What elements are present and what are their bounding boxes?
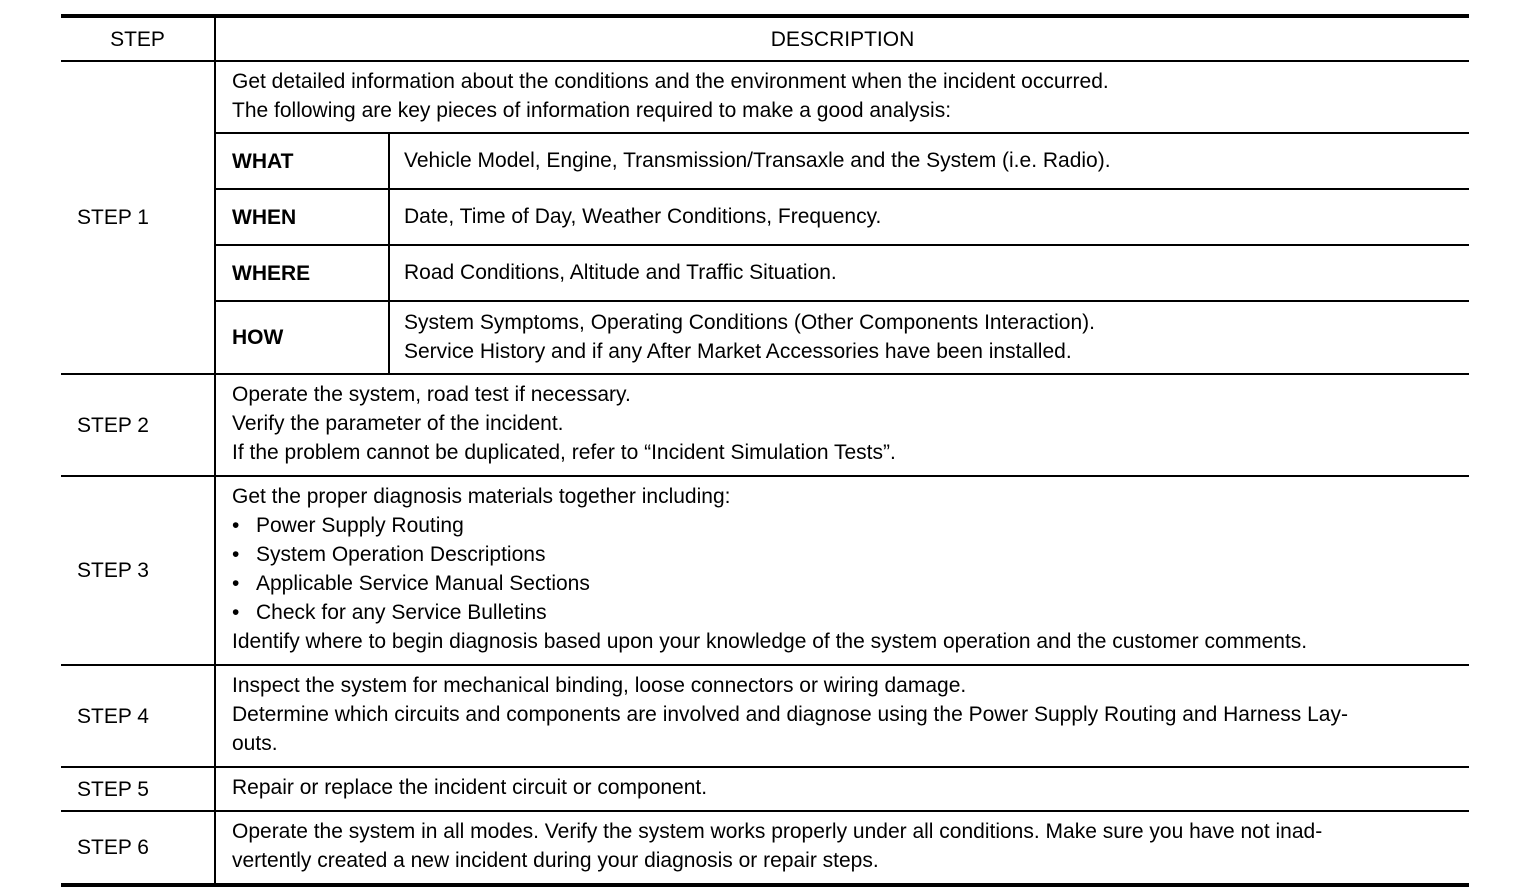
info-row-what <box>216 133 1469 189</box>
step-row-5 <box>61 767 1469 811</box>
bullet-item <box>232 540 1455 569</box>
info-key: WHAT <box>216 133 389 189</box>
step-5-description <box>215 767 1469 811</box>
bullet-text: Check for any Service Bulletins <box>256 601 547 624</box>
step-3-description <box>215 476 1469 665</box>
info-row-where <box>216 245 1469 301</box>
description-line: outs. <box>232 732 278 755</box>
description-line: vertently created a new incident during your diagnosis or repair steps. <box>232 849 879 872</box>
info-value <box>389 245 1469 301</box>
bullet-text: Applicable Service Manual Sections <box>256 572 590 595</box>
info-line: Date, Time of Day, Weather Conditions, Frequency. <box>404 205 882 228</box>
description-line: Operate the system in all modes. Verify the system works properly under all conditions. Make sure you have not inad- <box>232 820 1323 843</box>
step-2-description <box>215 374 1469 476</box>
bullet-text: Power Supply Routing <box>256 514 464 537</box>
info-key: WHEN <box>216 189 389 245</box>
step-row-1 <box>61 61 1469 374</box>
bullet-icon: • <box>232 514 240 537</box>
bullet-icon: • <box>232 601 240 624</box>
bullet-text: System Operation Descriptions <box>256 543 546 566</box>
step-1-intro <box>216 62 1469 133</box>
info-line: System Symptoms, Operating Conditions (Other Components Interaction). <box>404 311 1095 334</box>
bullet-item <box>232 511 1455 540</box>
bullet-item <box>232 598 1455 627</box>
step-row-4 <box>61 665 1469 767</box>
step-label: STEP 2 <box>61 374 215 476</box>
step-row-2 <box>61 374 1469 476</box>
step-label: STEP 1 <box>61 61 215 374</box>
info-row-how <box>216 301 1469 373</box>
description-line: Get the proper diagnosis materials together including: <box>232 485 731 508</box>
intro-line: The following are key pieces of information required to make a good analysis: <box>232 99 952 122</box>
step-6-description <box>215 811 1469 885</box>
description-line: Operate the system, road test if necessary. <box>232 383 631 406</box>
description-line: Verify the parameter of the incident. <box>232 412 564 435</box>
step-label: STEP 6 <box>61 811 215 885</box>
info-line: Road Conditions, Altitude and Traffic Situation. <box>404 261 837 284</box>
description-line: Determine which circuits and components are involved and diagnose using the Power Supply Routing and Harness Lay- <box>232 703 1348 726</box>
header-step: STEP <box>61 16 215 61</box>
intro-line: Get detailed information about the conditions and the environment when the incident occurred. <box>232 70 1109 93</box>
diagnosis-steps-page <box>61 14 1469 887</box>
step-row-6 <box>61 811 1469 885</box>
bullet-item <box>232 569 1455 598</box>
description-line: Inspect the system for mechanical binding, loose connectors or wiring damage. <box>232 674 967 697</box>
bullet-icon: • <box>232 572 240 595</box>
description-line: Repair or replace the incident circuit or component. <box>232 776 708 799</box>
info-value <box>389 189 1469 245</box>
info-line: Service History and if any After Market Accessories have been installed. <box>404 340 1072 363</box>
info-key: HOW <box>216 301 389 373</box>
table-header-row <box>61 16 1469 61</box>
step-row-3 <box>61 476 1469 665</box>
description-line: If the problem cannot be duplicated, refer to “Incident Simulation Tests”. <box>232 441 896 464</box>
step-label: STEP 5 <box>61 767 215 811</box>
info-table <box>216 62 1469 373</box>
info-key: WHERE <box>216 245 389 301</box>
bullet-icon: • <box>232 543 240 566</box>
info-value <box>389 301 1469 373</box>
step-1-description <box>215 61 1469 374</box>
header-description: DESCRIPTION <box>215 16 1469 61</box>
step-4-description <box>215 665 1469 767</box>
step-label: STEP 4 <box>61 665 215 767</box>
info-value <box>389 133 1469 189</box>
description-line: Identify where to begin diagnosis based upon your knowledge of the system operation and the customer comments. <box>232 630 1308 653</box>
info-row-when <box>216 189 1469 245</box>
diagnosis-steps-table <box>61 14 1469 887</box>
step-label: STEP 3 <box>61 476 215 665</box>
info-line: Vehicle Model, Engine, Transmission/Transaxle and the System (i.e. Radio). <box>404 149 1111 172</box>
